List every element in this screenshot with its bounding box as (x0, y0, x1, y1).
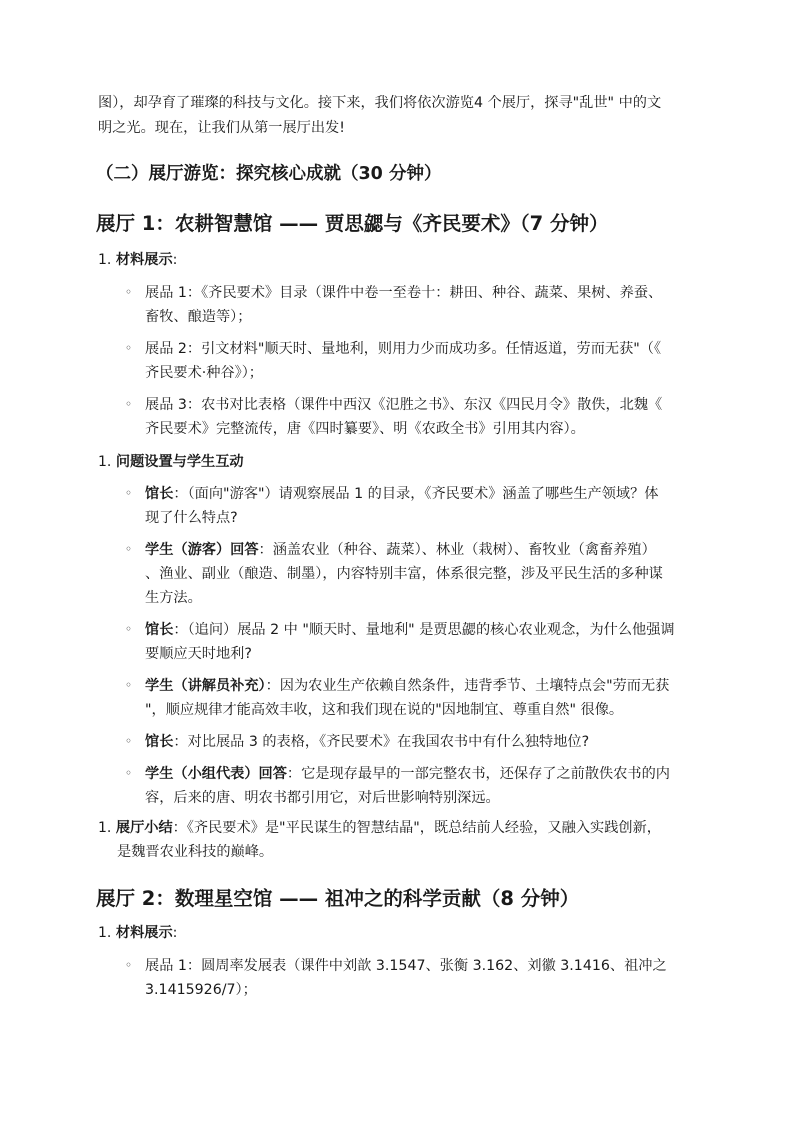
list-number: 1. (98, 454, 112, 470)
bullet-marker: ◦ (125, 734, 133, 748)
interaction-label: 问题设置与学生互动 (115, 454, 244, 470)
speaker-label: 学生（小组代表）回答 (145, 766, 287, 782)
dialog-text: ：（追问）展品 2 中 "顺天时、量地利" 是贾思勰的核心农业观念，为什么他强调 (173, 622, 675, 638)
dialog-2-line-2: 、渔业、副业（酿造、制墨），内容特别丰富，体系很完整，涉及平民生活的多种谋 (145, 566, 663, 582)
dialog-6-line-2: 容，后来的唐、明农书都引用它，对后世影响特别深远。 (145, 790, 500, 806)
dialog-4-line-1 (145, 674, 669, 698)
bullet-marker: ◦ (125, 486, 133, 500)
list-number: 1. (98, 820, 112, 836)
hall2-title: 展厅 2：数理星空馆 —— 祖冲之的科学贡献（8 分钟） (96, 887, 580, 910)
summary-text: ：《齐民要术》是"平民谋生的智慧结晶"，既总结前人经验，又融入实践创新， (172, 820, 661, 836)
speaker-label: 馆长 (145, 486, 174, 502)
dialog-1-line-2: 现了什么特点? (145, 510, 238, 526)
materials-label: 材料展示 (115, 925, 173, 941)
summary-label: 展厅小结 (115, 820, 173, 836)
hall2-exhibit-1-line-2: 3.1415926/7）； (145, 982, 257, 998)
bullet-marker: ◦ (125, 766, 133, 780)
dialog-text: ：（面向"游客"）请观察展品 1 的目录，《齐民要术》涵盖了哪些生产领域？体 (173, 486, 659, 502)
bullet-marker: ◦ (125, 622, 133, 636)
hall2-materials-heading (98, 921, 177, 945)
dialog-3-line-2: 要顺应天时地利? (145, 646, 252, 662)
bullet-marker: ◦ (125, 958, 133, 972)
speaker-label: 学生（讲解员补充） (145, 678, 266, 694)
materials-colon: : (172, 252, 178, 268)
dialog-5-line-1 (145, 730, 589, 754)
bullet-marker: ◦ (125, 341, 133, 355)
dialog-4-line-2: "，顺应规律才能高效丰收，这和我们现在说的"因地制宜、尊重自然" 很像。 (145, 702, 624, 718)
bullet-marker: ◦ (125, 678, 133, 692)
hall1-summary-line-2: 是魏晋农业科技的巅峰。 (117, 844, 274, 860)
exhibit-3-line-1: 展品 3：农书对比表格（课件中西汉《氾胜之书》、东汉《四民月令》散佚，北魏《 (145, 397, 663, 413)
speaker-label: 学生（游客）回答 (145, 542, 259, 558)
dialog-6-line-1 (145, 762, 670, 786)
exhibit-3-line-2: 齐民要术》完整流传，唐《四时纂要》、明《农政全书》引用其内容）。 (145, 421, 585, 437)
exhibit-2-line-1: 展品 2：引文材料"顺天时、量地利，则用力少而成功多。任情返道，劳而无获"（《 (145, 341, 662, 357)
hall2-exhibit-1-line-1: 展品 1：圆周率发展表（课件中刘歆 3.1547、张衡 3.162、刘徽 3.1416、祖冲之 (145, 958, 667, 974)
section-heading: （二）展厅游览：探究核心成就（30 分钟） (96, 164, 442, 184)
dialog-text: ：它是现存最早的一部完整农书，还保存了之前散佚农书的内 (286, 766, 670, 782)
hall1-interaction-heading (98, 450, 244, 474)
dialog-3-line-1 (145, 618, 675, 642)
dialog-1-line-1 (145, 482, 658, 506)
list-number: 1. (98, 252, 112, 268)
dialog-2-line-3: 生方法。 (145, 590, 202, 606)
speaker-label: 馆长 (145, 622, 174, 638)
dialog-text: ：因为农业生产依赖自然条件，违背季节、土壤特点会"劳而无获 (265, 678, 670, 694)
dialog-text: ：对比展品 3 的表格，《齐民要术》在我国农书中有什么独特地位? (173, 734, 590, 750)
intro-line-1: 图），却孕育了璀璨的科技与文化。接下来，我们将依次游览4 个展厅，探寻"乱世" 中的文 (98, 95, 662, 111)
exhibit-1-line-2: 畜牧、酿造等）； (145, 309, 252, 325)
exhibit-2-line-2: 齐民要术·种谷》）； (145, 365, 263, 381)
materials-label: 材料展示 (115, 252, 173, 268)
list-number: 1. (98, 925, 112, 941)
hall1-summary-line-1 (98, 816, 661, 840)
dialog-2-line-1 (145, 538, 656, 562)
hall1-materials-heading (98, 248, 177, 272)
bullet-marker: ◦ (125, 397, 133, 411)
bullet-marker: ◦ (125, 285, 133, 299)
speaker-label: 馆长 (145, 734, 174, 750)
intro-line-2: 明之光。现在，让我们从第一展厅出发! (98, 120, 345, 136)
dialog-text: ：涵盖农业（种谷、蔬菜）、林业（栽树）、畜牧业（禽畜养殖） (258, 542, 656, 558)
hall1-title: 展厅 1：农耕智慧馆 —— 贾思勰与《齐民要术》（7 分钟） (96, 212, 609, 235)
materials-colon: : (172, 925, 178, 941)
bullet-marker: ◦ (125, 542, 133, 556)
exhibit-1-line-1: 展品 1：《齐民要术》目录（课件中卷一至卷十：耕田、种谷、蔬菜、果树、养蚕、 (145, 285, 663, 301)
